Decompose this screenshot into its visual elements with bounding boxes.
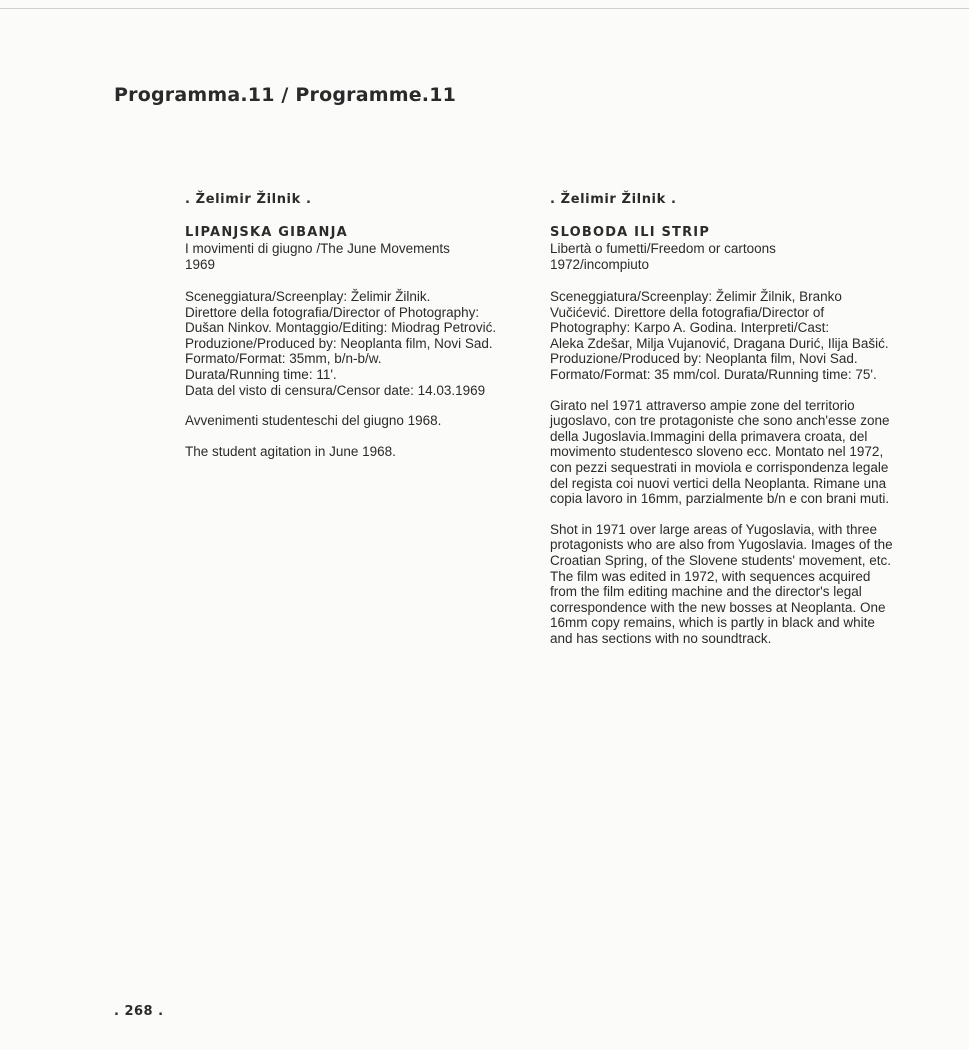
synopsis-italian: Avvenimenti studenteschi del giugno 1968. <box>185 413 442 429</box>
film-year: 1969 <box>185 257 216 272</box>
page-top-rule <box>0 8 969 9</box>
film-year: 1972/incompiuto <box>550 257 650 272</box>
film-credits: Sceneggiatura/Screenplay: Želimir Žilnik, Branko Vučićević. Direttore della fotografia/Director of Photography: Karpo A. Godina. Interpreti/Cast: Aleka Zdešar, Milja Vujanović, Dragana Durić, Ilija Bašić. Produzione/Produced by: Neoplanta film, Novi Sad. Formato/Format: 35 mm/col. Durata/Running time: 75'. <box>550 289 889 382</box>
director-name: . Želimir Žilnik . <box>550 192 677 207</box>
film-entry-right <box>550 192 895 646</box>
film-title: LIPANJSKA GIBANJA <box>185 225 348 240</box>
page-title: Programma.11 / Programme.11 <box>114 84 457 106</box>
synopsis-english: The student agitation in June 1968. <box>185 443 396 459</box>
film-title: SLOBODA ILI STRIP <box>550 225 711 240</box>
synopsis-english: Shot in 1971 over large areas of Yugoslavia, with three protagonists who are also from Yugoslavia. Images of the Croatian Spring, of the Slovene students' movement, etc. The film was edited in 1972, with sequences acquired from the film editing machine and the director's legal correspondence with the new bosses at Neoplanta. One 16mm copy remains, which is partly in black and white and has sections with no soundtrack. <box>550 521 893 646</box>
film-entry-left <box>185 192 525 459</box>
film-subtitle: Libertà o fumetti/Freedom or cartoons <box>550 241 776 256</box>
page-number: . 268 . <box>114 1004 164 1019</box>
director-name: . Želimir Žilnik . <box>185 192 312 207</box>
film-credits: Sceneggiatura/Screenplay: Želimir Žilnik. Direttore della fotografia/Director of Photography: Dušan Ninkov. Montaggio/Editing: Miodrag Petrović. Produzione/Produced by: Neoplanta film, Novi Sad. Formato/Format: 35mm, b/n-b/w. Durata/Running time: 11'. Data del visto di censura/Censor date: 14.03.1969 <box>185 289 497 398</box>
film-subtitle: I movimenti di giugno /The June Movements <box>185 241 450 256</box>
synopsis-italian: Girato nel 1971 attraverso ampie zone del territorio jugoslavo, con tre protagoniste che sono anch'esse zone della Jugoslavia.Immagini della primavera croata, del movimento studentesco sloveno ecc. Montato nel 1972, con pezzi sequestrati in moviola e corrispondenza legale del regista coi nuovi vertici della Neoplanta. Rimane una copia lavoro in 16mm, parzialmente b/n e con brani muti. <box>550 397 890 507</box>
